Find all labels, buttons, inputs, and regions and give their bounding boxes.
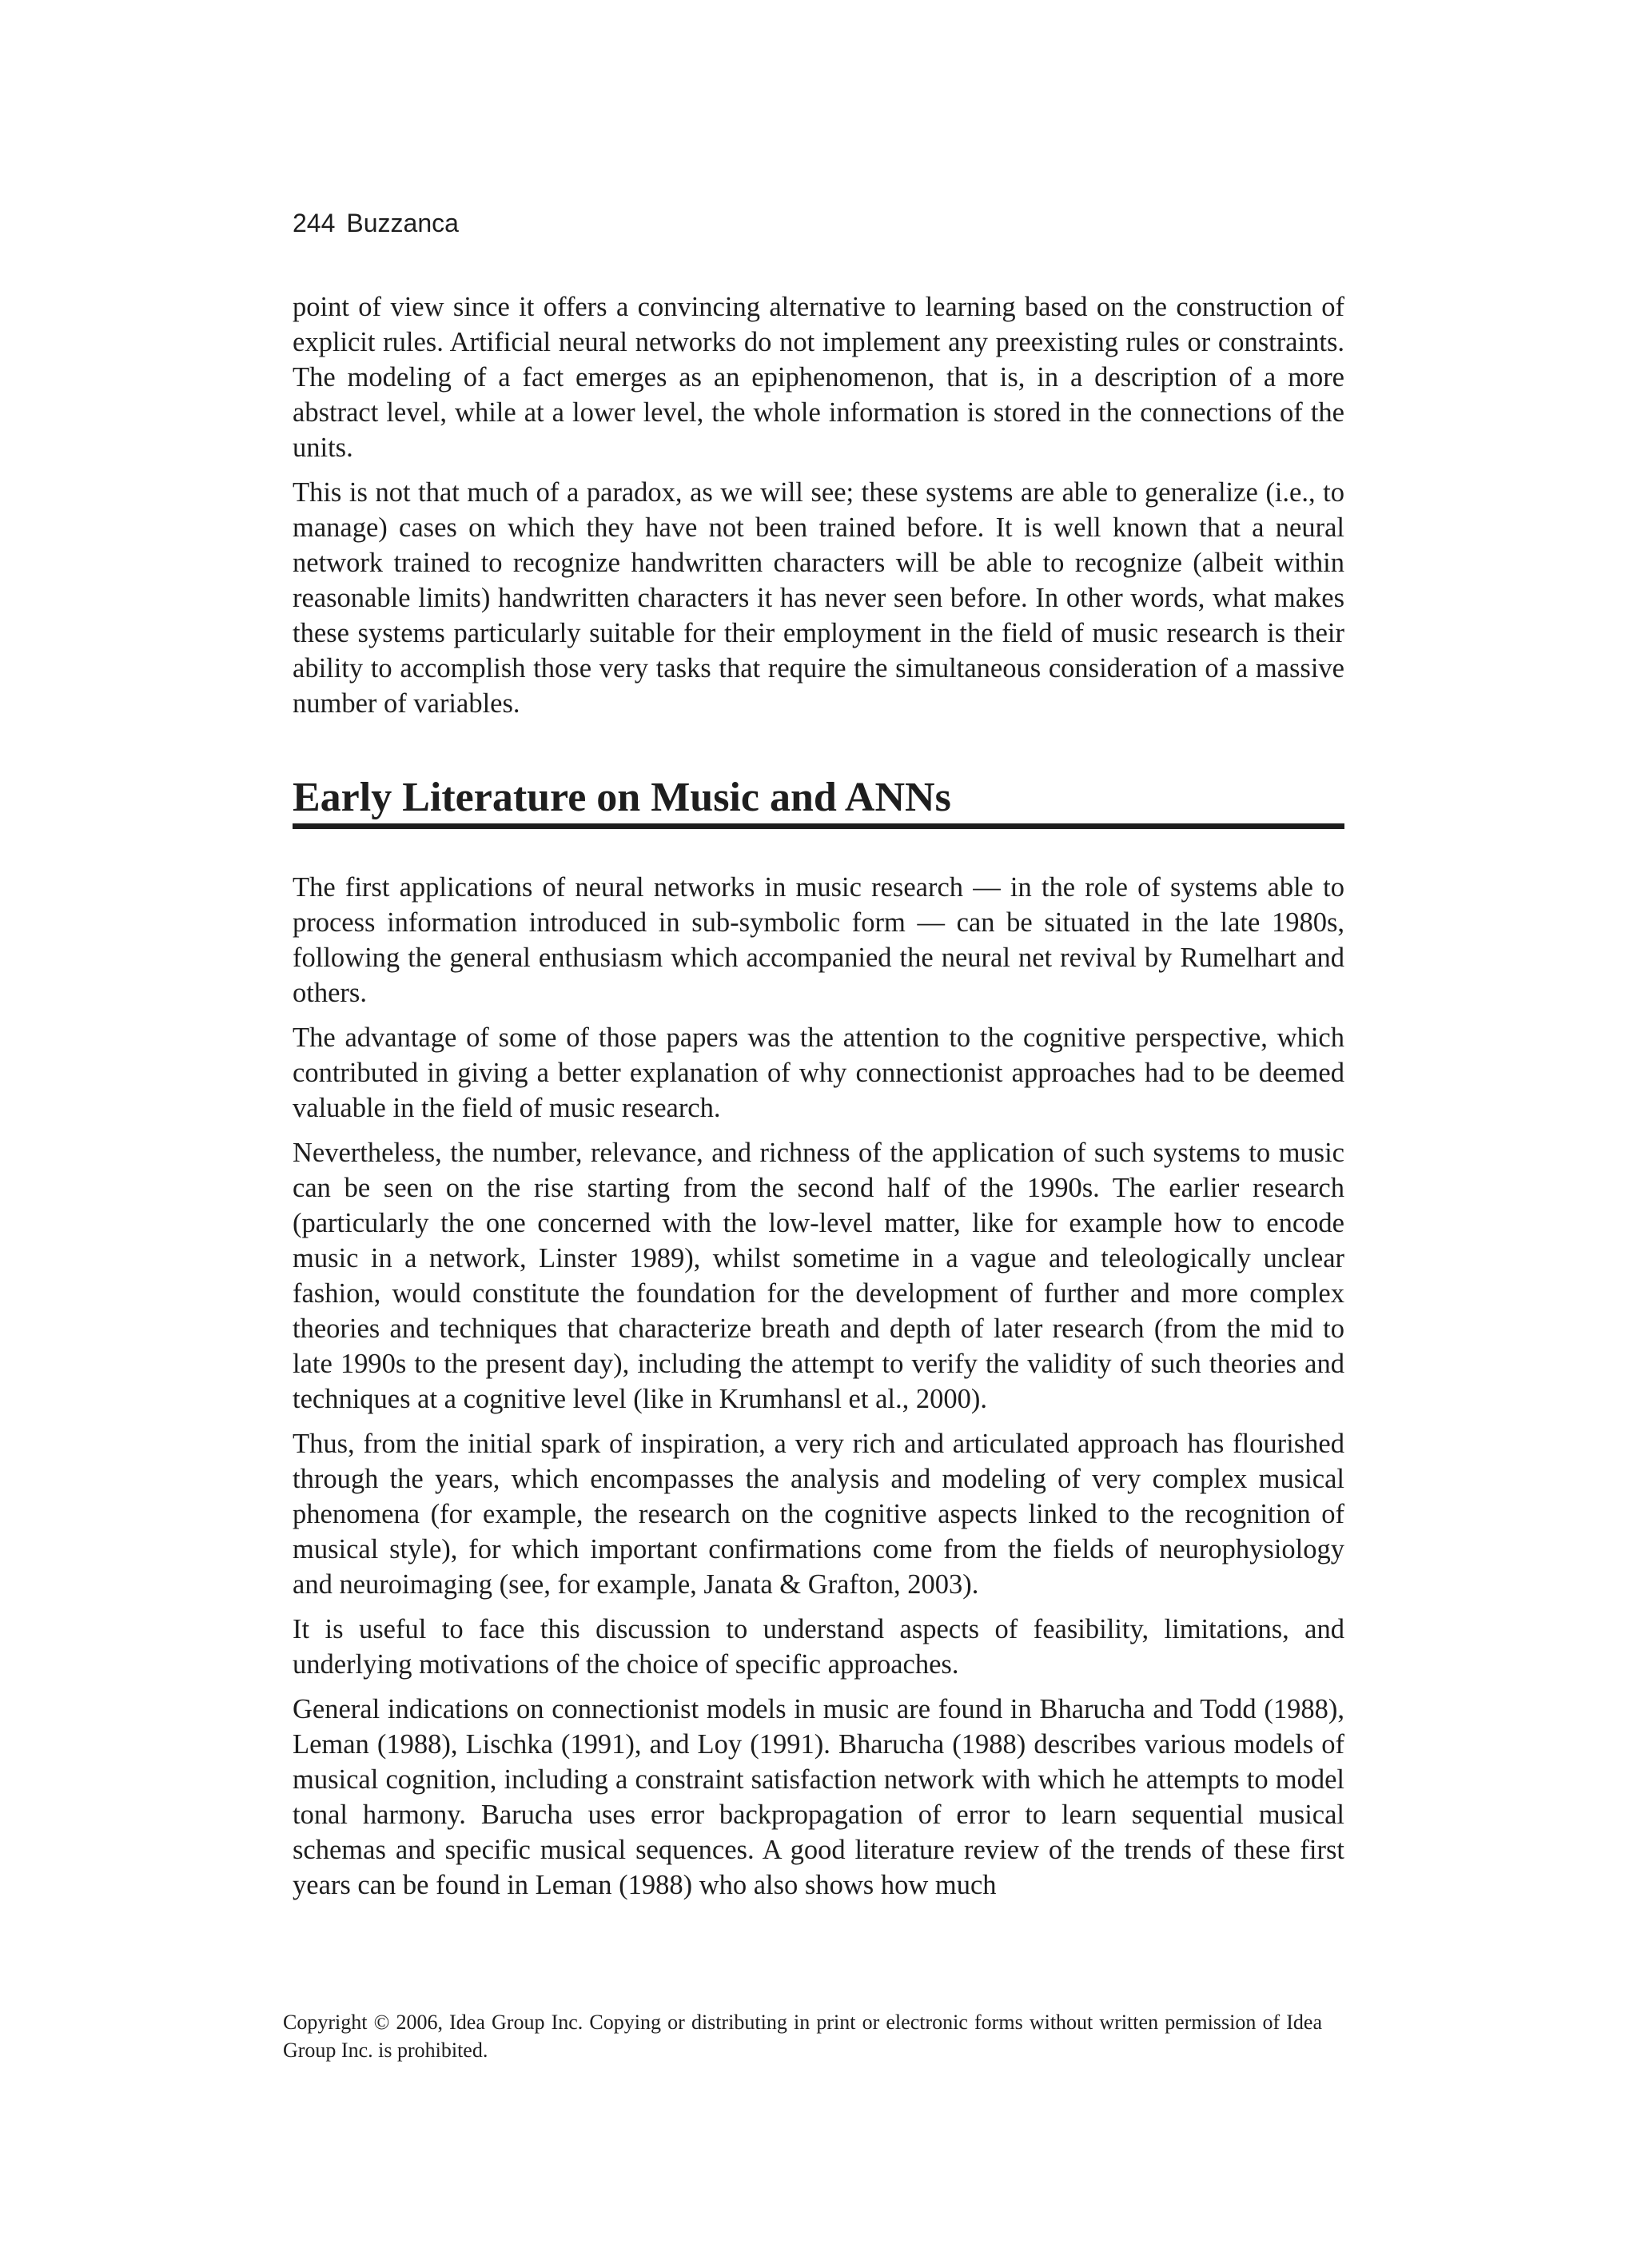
page-number: 244 bbox=[293, 209, 336, 237]
section-body bbox=[293, 870, 1344, 1912]
section-heading: Early Literature on Music and ANNs bbox=[293, 775, 951, 820]
running-head-author: Buzzanca bbox=[346, 209, 459, 237]
body-text-top bbox=[293, 289, 1344, 731]
paragraph: Thus, from the initial spark of inspiration, a very rich and articulated approach has flourished through the years, which encompasses the analysis and modeling of very complex musical phenomena (for example, the research on the cognitive aspects linked to the recognition of musical style), for which important confirmations come from the fields of neurophysiology and neuroimaging (see, for example, Janata & Grafton, 2003). bbox=[293, 1429, 1344, 1600]
running-head bbox=[293, 207, 459, 239]
copyright-notice: Copyright © 2006, Idea Group Inc. Copying or distributing in print or electronic forms without written permission of Idea Group Inc. is prohibited. bbox=[283, 2011, 1322, 2062]
paragraph: point of view since it offers a convincing alternative to learning based on the construction of explicit rules. Artificial neural networks do not implement any preexisting rules or constraints. The modeling of a fact emerges as an epiphenomenon, that is, in a description of a more abstract level, while at a lower level, the whole information is stored in the connections of the units. bbox=[293, 292, 1344, 463]
paragraph: The advantage of some of those papers was the attention to the cognitive perspective, which contributed in giving a better explanation of why connectionist approaches had to be deemed valuable in the field of music research. bbox=[293, 1022, 1344, 1123]
paragraph: The first applications of neural networks in music research — in the role of systems able to process information introduced in sub-symbolic form — can be situated in the late 1980s, following the general enthusiasm which accompanied the neural net revival by Rumelhart and others. bbox=[293, 872, 1344, 1008]
paragraph: Nevertheless, the number, relevance, and richness of the application of such systems to music can be seen on the rise starting from the second half of the 1990s. The earlier research (particularly the one concerned with the low-level matter, like for example how to encode music in a network, Linster 1989), whilst sometime in a vague and teleologically unclear fashion, would constitute the foundation for the development of further and more complex theories and techniques that characterize breath and depth of later research (from the mid to late 1990s to the present day), including the attempt to verify the validity of such theories and techniques at a cognitive level (like in Krumhansl et al., 2000). bbox=[293, 1138, 1344, 1414]
paragraph: It is useful to face this discussion to understand aspects of feasibility, limitations, and underlying motivations of the choice of specific approaches. bbox=[293, 1614, 1344, 1680]
paragraph: General indications on connectionist models in music are found in Bharucha and Todd (1988), Leman (1988), Lischka (1991), and Loy (1991). Bharucha (1988) describes various models of musical cognition, including a constraint satisfaction network with which he attempts to model tonal harmony. Barucha uses error backpropagation of error to learn sequential musical schemas and specific musical sequences. A good literature review of the trends of these first years can be found in Leman (1988) who also shows how much bbox=[293, 1694, 1344, 1900]
section-heading-rule bbox=[293, 823, 1344, 829]
paragraph: This is not that much of a paradox, as we will see; these systems are able to generalize (i.e., to manage) cases on which they have not been trained before. It is well known that a neural network trained to recognize handwritten characters will be able to recognize (albeit within reasonable limits) handwritten characters it has never seen before. In other words, what makes these systems particularly suitable for their employment in the field of music research is their ability to accomplish those very tasks that require the simultaneous consideration of a massive number of variables. bbox=[293, 477, 1344, 719]
